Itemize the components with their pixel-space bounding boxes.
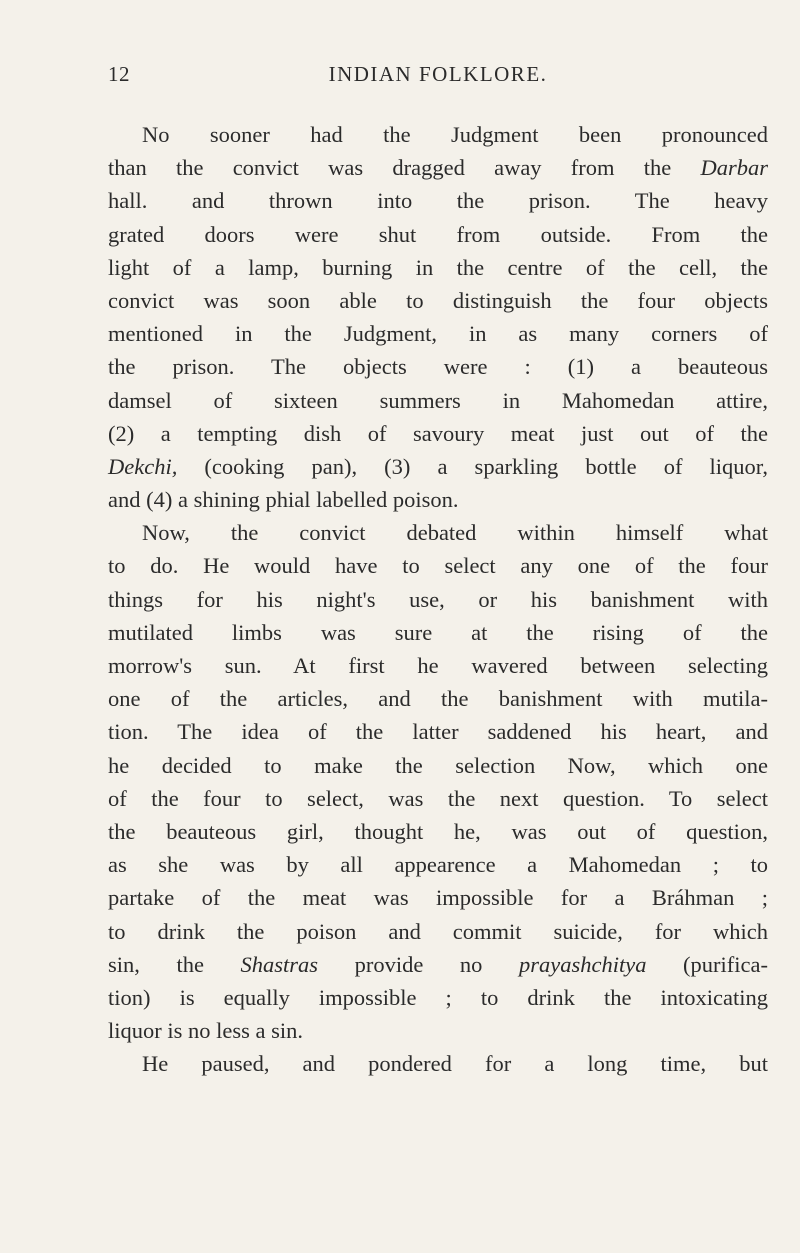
text-run: as she was by all appearence a Mahomedan ; to <box>108 852 768 878</box>
text-run: convict was soon able to distinguish the four objects <box>108 287 768 313</box>
text-line <box>108 715 768 748</box>
italic-term: Dekchi, <box>108 453 178 479</box>
text-line <box>108 384 768 417</box>
text-run: mentioned in the Judgment, in as many corners of <box>108 321 768 347</box>
text-line <box>108 782 768 815</box>
text-line <box>108 848 768 881</box>
text-run: damsel of sixteen summers in Mahomedan attire, <box>108 387 768 413</box>
text-run: morrow's sun. At first he wavered between selecting <box>108 653 768 678</box>
text-run: hall. and thrown into the prison. The heavy <box>108 188 768 214</box>
text-line <box>108 218 768 251</box>
text-line <box>108 749 768 782</box>
text-run: partake of the meat was impossible for a Bráhman ; <box>108 885 768 911</box>
text-run: liquor is no less a sin. <box>108 1018 303 1044</box>
text-line <box>108 881 768 914</box>
text-line <box>108 682 768 715</box>
italic-term: prayashchitya <box>519 951 647 977</box>
text-run: the prison. The objects were : (1) a beauteous <box>108 354 768 380</box>
italic-term: Shastras <box>240 951 319 977</box>
italic-term: Darbar <box>700 155 768 181</box>
text-run: He paused, and pondered for a long time, but <box>142 1051 768 1077</box>
text-line <box>108 483 768 516</box>
text-line <box>108 350 768 383</box>
text-line <box>108 583 768 616</box>
text-run: sin, the <box>108 951 241 977</box>
text-line <box>108 284 768 317</box>
text-run: grated doors were shut from outside. From the <box>108 221 768 247</box>
text-line <box>108 1047 768 1080</box>
body-text <box>108 118 768 1080</box>
text-run: the beauteous girl, thought he, was out of question, <box>108 818 768 844</box>
text-line <box>108 118 768 151</box>
text-run: of the four to select, was the next question. To select <box>108 785 768 811</box>
text-line <box>108 151 768 184</box>
text-line <box>108 516 768 549</box>
text-run: one of the articles, and the banishment with mutila- <box>108 686 768 712</box>
text-line <box>108 649 768 682</box>
text-line <box>108 815 768 848</box>
running-head <box>108 62 768 92</box>
text-line <box>108 450 768 483</box>
text-run: (cooking pan), (3) a sparkling bottle of liquor, <box>177 453 768 479</box>
text-line <box>108 417 768 450</box>
text-line <box>108 184 768 217</box>
text-run: provide no <box>318 951 519 977</box>
text-line <box>108 317 768 350</box>
text-run: to drink the poison and commit suicide, for which <box>108 918 768 944</box>
text-line <box>108 616 768 649</box>
text-run: things for his night's use, or his banishment with <box>108 586 768 612</box>
text-run: Now, the convict debated within himself what <box>142 520 768 546</box>
text-run: tion) is equally impossible ; to drink the intoxicating <box>108 984 768 1010</box>
text-line <box>108 948 768 981</box>
book-title: INDIAN FOLKLORE. <box>328 62 548 86</box>
text-run: and (4) a shining phial labelled poison. <box>108 487 459 513</box>
text-line <box>108 981 768 1014</box>
page-number: 12 <box>108 62 130 86</box>
text-line <box>108 251 768 284</box>
text-run: No sooner had the Judgment been pronounced <box>142 122 768 147</box>
text-run: (2) a tempting dish of savoury meat just out of the <box>108 420 768 446</box>
text-run: than the convict was dragged away from the <box>108 155 701 181</box>
text-run: to do. He would have to select any one of the four <box>108 553 768 579</box>
text-run: mutilated limbs was sure at the rising of the <box>108 619 768 645</box>
text-line <box>108 915 768 948</box>
text-run: he decided to make the selection Now, which one <box>108 752 768 778</box>
text-run: tion. The idea of the latter saddened his heart, and <box>108 719 768 745</box>
text-line <box>108 549 768 582</box>
text-line <box>108 1014 768 1047</box>
text-run: (purifica- <box>646 951 769 977</box>
text-run: light of a lamp, burning in the centre of the cell, the <box>108 254 768 280</box>
